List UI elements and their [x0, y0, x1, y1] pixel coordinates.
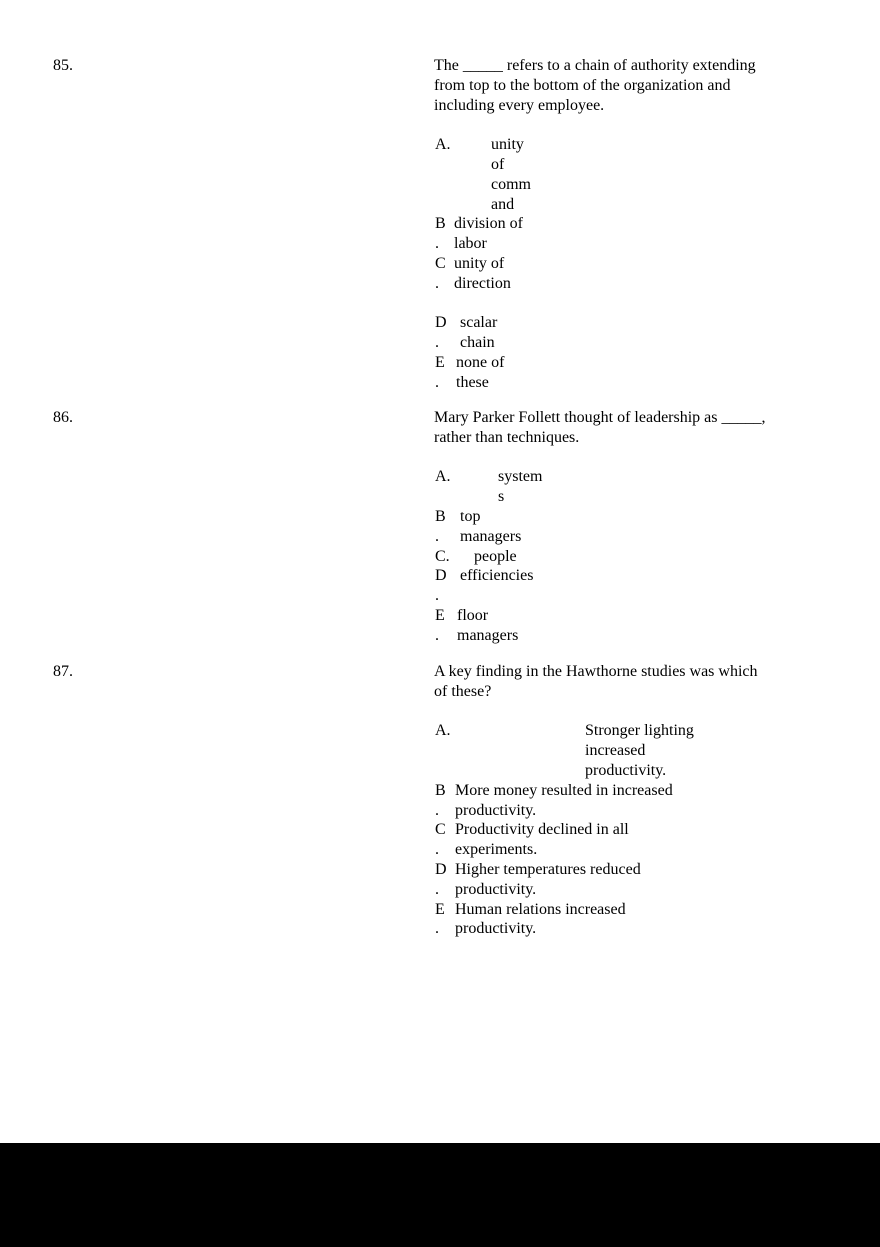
option-text: comm	[491, 175, 531, 193]
option-row	[434, 214, 854, 234]
question-text-line: A key finding in the Hawthorne studies was which	[434, 663, 758, 680]
option-row	[434, 900, 854, 920]
question-text-line: of these?	[434, 682, 492, 700]
option-row	[434, 254, 854, 274]
option-row	[434, 586, 854, 606]
option-text: productivity.	[585, 761, 667, 779]
option-row	[434, 135, 854, 155]
option-b	[434, 781, 854, 821]
option-row	[434, 155, 854, 175]
option-row	[434, 195, 854, 215]
option-text: system	[498, 468, 543, 486]
option-row	[434, 373, 854, 393]
option-text: managers	[460, 527, 522, 545]
option-letter: .	[435, 841, 439, 859]
option-letter: .	[435, 373, 439, 391]
question-body	[434, 56, 854, 393]
option-text: More money resulted in increased	[455, 781, 673, 799]
option-text: labor	[454, 235, 487, 253]
options-list	[434, 467, 854, 645]
option-text: Higher temperatures reduced	[455, 860, 641, 878]
option-text: top	[460, 507, 481, 525]
option-text: unity	[491, 136, 524, 154]
question-text-line: rather than techniques.	[434, 428, 580, 446]
option-row	[434, 919, 854, 939]
option-text: floor	[457, 606, 489, 624]
option-letter: D	[435, 860, 447, 878]
option-text: chain	[460, 334, 495, 352]
option-letter: .	[435, 235, 439, 253]
option-text: managers	[457, 626, 519, 644]
question-text-line: Mary Parker Follett thought of leadership as _____,	[434, 409, 766, 426]
option-c	[434, 820, 854, 860]
option-row	[434, 840, 854, 860]
option-text: these	[456, 373, 489, 391]
option-text: s	[498, 488, 505, 506]
option-text: direction	[454, 274, 511, 292]
option-text: experiments.	[455, 841, 538, 859]
option-row	[434, 820, 854, 840]
option-row	[434, 353, 854, 373]
option-text: efficiencies	[460, 567, 534, 585]
option-letter: C.	[435, 547, 450, 565]
option-row	[434, 741, 854, 761]
option-text: of	[491, 155, 505, 173]
question-number: 87.	[53, 663, 73, 680]
question-text	[434, 408, 854, 448]
option-row	[434, 781, 854, 801]
question-number: 85.	[53, 57, 73, 74]
question-text-line: from top to the bottom of the organization and	[434, 76, 731, 94]
option-row	[434, 721, 854, 741]
option-text: scalar	[460, 314, 498, 332]
option-letter: E	[435, 900, 445, 918]
option-letter: C	[435, 821, 446, 839]
option-row	[434, 860, 854, 880]
option-b	[434, 214, 854, 254]
option-letter: .	[435, 274, 439, 292]
option-row	[434, 333, 854, 353]
option-letter: A.	[435, 468, 451, 486]
option-row	[434, 467, 854, 487]
option-letter: .	[435, 920, 439, 938]
option-row	[434, 547, 854, 567]
question-text	[434, 662, 854, 702]
option-d	[434, 313, 854, 353]
option-a	[434, 721, 854, 780]
option-row	[434, 606, 854, 626]
option-text: Human relations increased	[455, 900, 626, 918]
option-row	[434, 626, 854, 646]
option-d	[434, 860, 854, 900]
option-row	[434, 761, 854, 781]
option-letter: A.	[435, 722, 451, 740]
option-text: productivity.	[455, 880, 537, 898]
option-text: unity of	[454, 254, 505, 272]
options-list	[434, 135, 854, 392]
option-c	[434, 547, 854, 567]
question-number: 86.	[53, 409, 73, 426]
option-letter: .	[435, 527, 439, 545]
option-letter: .	[435, 801, 439, 819]
option-letter: C	[435, 254, 446, 272]
option-row	[434, 801, 854, 821]
option-row	[434, 566, 854, 586]
option-letter: E	[435, 606, 445, 624]
option-row	[434, 234, 854, 254]
option-a	[434, 467, 854, 507]
option-letter: A.	[435, 136, 451, 154]
option-letter: D	[435, 567, 447, 585]
option-letter: .	[435, 880, 439, 898]
option-letter: B	[435, 215, 446, 233]
option-letter: E	[435, 353, 445, 371]
option-text: Stronger lighting	[585, 722, 694, 740]
option-letter: B	[435, 781, 446, 799]
option-text: people	[474, 547, 517, 565]
question-body	[434, 408, 854, 646]
option-d	[434, 566, 854, 606]
options-list	[434, 721, 854, 939]
option-letter: .	[435, 587, 439, 605]
option-letter: B	[435, 507, 446, 525]
option-row	[434, 487, 854, 507]
option-row	[434, 527, 854, 547]
option-row	[434, 507, 854, 527]
option-text: division of	[454, 215, 523, 233]
option-text: increased	[585, 742, 646, 760]
question-text-line: including every employee.	[434, 96, 605, 114]
option-text: productivity.	[455, 920, 537, 938]
page-footer-band	[0, 1143, 880, 1247]
question-text-line: The _____ refers to a chain of authority extending	[434, 57, 756, 74]
option-e	[434, 353, 854, 393]
option-letter: .	[435, 334, 439, 352]
option-row	[434, 880, 854, 900]
option-row	[434, 274, 854, 294]
option-b	[434, 507, 854, 547]
option-text: and	[491, 195, 515, 213]
option-e	[434, 900, 854, 940]
option-text: none of	[456, 353, 505, 371]
option-row	[434, 313, 854, 333]
option-a	[434, 135, 854, 214]
option-row	[434, 175, 854, 195]
question-text	[434, 56, 854, 115]
option-c	[434, 254, 854, 294]
option-text: productivity.	[455, 801, 537, 819]
question-body	[434, 662, 854, 939]
option-text: Productivity declined in all	[455, 821, 629, 839]
option-letter: D	[435, 314, 447, 332]
option-letter: .	[435, 626, 439, 644]
option-e	[434, 606, 854, 646]
